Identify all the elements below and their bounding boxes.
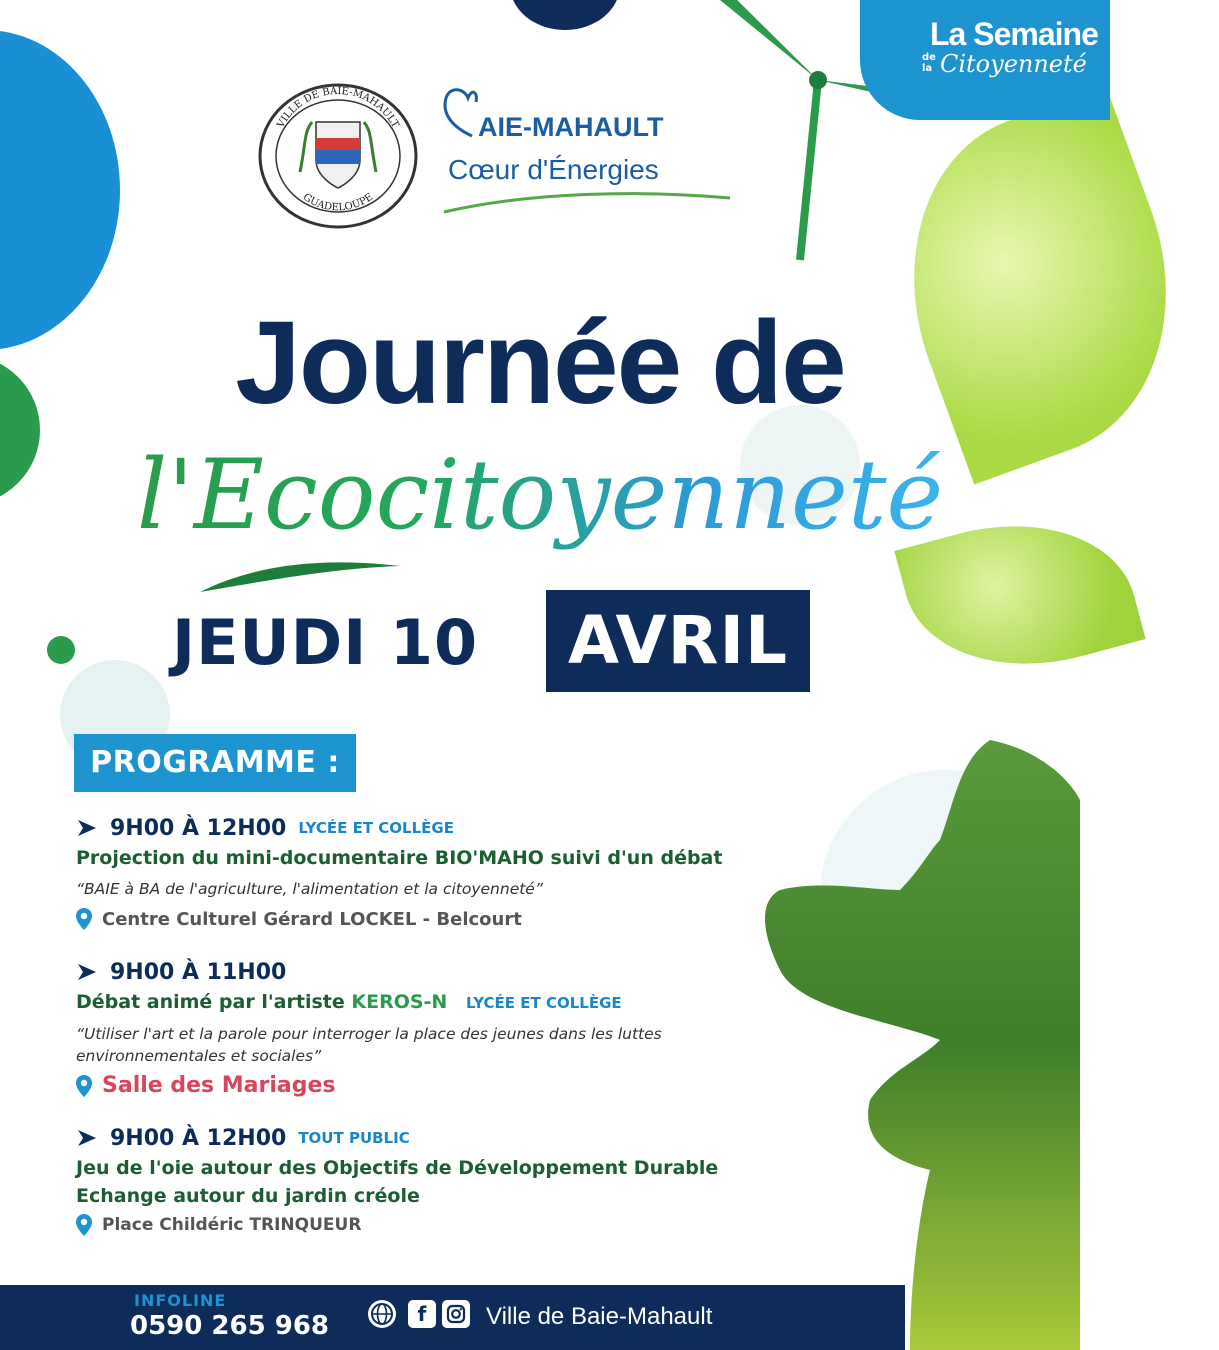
badge-line2b: la [922, 63, 933, 74]
event-item [76, 956, 796, 1098]
navy-circle-decoration [510, 0, 620, 30]
event-title-prefix: Débat animé par l'artiste [76, 991, 345, 1013]
seal-top-text: VILLE DE BAIE-MAHAULT [275, 85, 401, 130]
event-place-text: Place Childéric TRINQUEUR [102, 1215, 362, 1235]
leaf-swoosh-decoration [200, 552, 400, 602]
event-time-row [76, 956, 796, 988]
event-time: 9H00 À 12H00 [110, 1125, 287, 1151]
event-item [76, 812, 796, 930]
footer-bar [0, 1285, 905, 1350]
badge-line2a: de [922, 52, 936, 63]
event-artist: KEROS-N [351, 991, 448, 1013]
main-title: Journée de [235, 297, 845, 429]
infoline-label: INFOLINE [134, 1291, 227, 1310]
badge-line3: Citoyenneté [940, 50, 1087, 78]
social-handle[interactable]: Ville de Baie-Mahault [486, 1303, 713, 1330]
green-swoosh-decoration [440, 186, 740, 216]
arrow-icon [76, 1127, 98, 1149]
event-audience: LYCÉE ET COLLÈGE [298, 819, 454, 837]
baie-mahault-logo [440, 82, 740, 222]
event-place [76, 908, 796, 930]
facebook-glyph: f [417, 1302, 427, 1326]
arrow-icon [76, 817, 98, 839]
event-quote: “Utiliser l'art et la parole pour interroger la place des jeunes dans les luttes environnementales et sociales” [76, 1025, 662, 1065]
seal-bottom-text: GUADELOUPE [300, 191, 376, 214]
main-subtitle [0, 430, 1080, 560]
badge-line1: La Semaine [930, 16, 1098, 52]
badge-line2 [922, 52, 936, 74]
event-quote: “BAIE à BA de l'agriculture, l'alimentation et la citoyenneté” [76, 880, 543, 898]
event-place [76, 1073, 796, 1098]
logo-line1: AIE-MAHAULT [478, 112, 664, 142]
date-month: AVRIL [546, 590, 810, 692]
event-audience: LYCÉE ET COLLÈGE [465, 994, 622, 1012]
event-time: 9H00 À 12H00 [110, 815, 287, 841]
green-dot-decoration [47, 636, 75, 664]
location-pin-icon [76, 1214, 92, 1236]
infoline-number[interactable]: 0590 265 968 [130, 1311, 330, 1341]
event-time-row [76, 1122, 796, 1154]
event-time: 9H00 À 11H00 [110, 959, 287, 985]
town-seal-logo [256, 82, 420, 230]
location-pin-icon [76, 1075, 92, 1097]
event-title [76, 988, 796, 1017]
date-day: JEUDI 10 [172, 606, 479, 679]
event-subtitle: Echange autour du jardin créole [76, 1185, 420, 1207]
programme-heading: PROGRAMME : [74, 734, 356, 792]
event-audience: TOUT PUBLIC [298, 1129, 410, 1147]
semaine-citoyennete-badge [860, 0, 1110, 120]
event-time-row [76, 812, 796, 844]
event-place [76, 1214, 796, 1236]
logo-line2: Cœur d'Énergies [448, 154, 659, 185]
arrow-icon [76, 961, 98, 983]
location-pin-icon [76, 908, 92, 930]
heart-icon [440, 82, 480, 152]
facebook-icon[interactable] [408, 1300, 436, 1328]
event-place-text: Centre Culturel Gérard LOCKEL - Belcourt [102, 908, 522, 930]
main-subtitle-text: l'Ecocitoyenneté [136, 439, 944, 551]
event-title: Jeu de l'oie autour des Objectifs de Développement Durable [76, 1157, 719, 1179]
instagram-icon[interactable] [442, 1300, 470, 1328]
event-place-text: Salle des Mariages [102, 1073, 336, 1098]
globe-icon[interactable] [368, 1300, 396, 1328]
event-item [76, 1122, 796, 1236]
event-title: Projection du mini-documentaire BIO'MAHO suivi d'un débat [76, 847, 723, 869]
